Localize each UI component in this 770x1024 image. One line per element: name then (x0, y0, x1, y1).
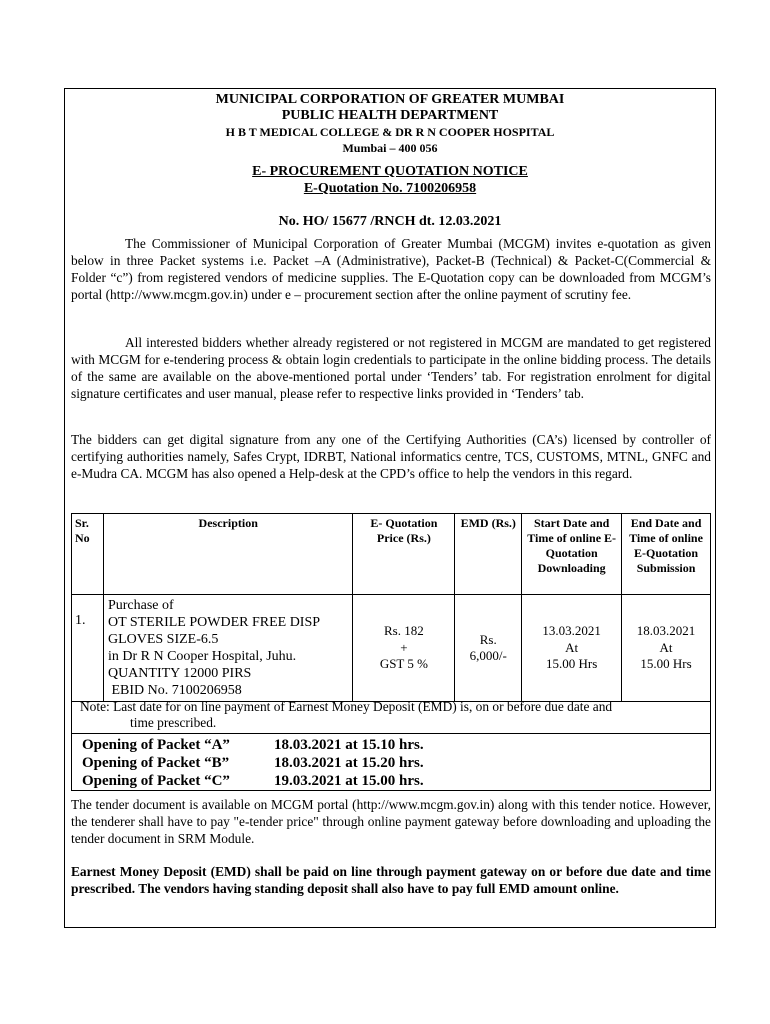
opening-value: 19.03.2021 at 15.00 hrs. (274, 773, 424, 789)
opening-value: 18.03.2021 at 15.10 hrs. (274, 737, 424, 753)
row-description (103, 595, 353, 702)
header-start-date: Start Date and Time of online E-Quotation Downloading (522, 514, 622, 595)
opening-label: Opening of Packet “C” (82, 773, 230, 789)
notice-title: E- PROCUREMENT QUOTATION NOTICE (252, 164, 528, 179)
paragraph-digital-signature: The bidders can get digital signature from any one of the Certifying Authorities (CA’s) licensed by controller of certifying authorities namely, Safes Crypt, IDRBT, National informatics centre, TCS, CUSTOMS, MTNL, GNFC and e-Mudra CA. MCGM has also opened a Help-desk at the CPD’s office to help the vendors in this regard. (71, 432, 711, 481)
note-line-2: time prescribed. (130, 715, 217, 730)
opening-label: Opening of Packet “A” (82, 737, 230, 753)
table-row (72, 595, 711, 702)
row-price (353, 595, 455, 702)
emd-note (71, 699, 711, 734)
header-address: Mumbai – 400 056 (342, 141, 438, 155)
price-line: + (400, 639, 408, 655)
paragraph-registration: All interested bidders whether already registered or not registered in MCGM are mandated to get registered with MCGM for e-tendering process & obtain login credentials to participate in the online bidding process. The details of the same are available on the above-mentioned portal under ‘Tenders’ tab. For registration enrolment for digital signature certificates and user manual, please refer to respective links provided in ‘Tenders’ tab. (71, 335, 711, 401)
row-start-date (522, 595, 622, 702)
price-line: Rs. 182 (384, 623, 424, 639)
row-sr-no: 1. (72, 595, 104, 702)
header-hospital: H B T MEDICAL COLLEGE & DR R N COOPER HOSPITAL (225, 125, 555, 139)
price-line: GST 5 % (379, 656, 428, 672)
quotation-number: E-Quotation No. 7100206958 (303, 181, 477, 196)
emd-line: 6,000/- (469, 648, 507, 663)
header-description: Description (103, 514, 353, 595)
note-line-1: Note: Last date for on line payment of Earnest Money Deposit (EMD) is, on or before due date and (80, 699, 613, 714)
opening-value: 18.03.2021 at 15.20 hrs. (274, 755, 424, 771)
end-line: 18.03.2021 (636, 623, 696, 639)
desc-line: in Dr R N Cooper Hospital, Juhu. (107, 649, 297, 664)
desc-line: Purchase of (107, 598, 174, 613)
opening-packet-a (72, 736, 710, 754)
reference-number: No. HO/ 15677 /RNCH dt. 12.03.2021 (278, 214, 502, 229)
paragraph-tender-document: The tender document is available on MCGM portal (http://www.mcgm.gov.in) along with this tender notice. However, the tenderer shall have to pay "e-tender price" through online payment gateway before downloading and uploading the tender document in SRM Module. (71, 797, 711, 846)
header-end-date: End Date and Time of online E-Quotation Submission (622, 514, 711, 595)
notice-page (64, 88, 716, 928)
opening-label: Opening of Packet “B” (82, 755, 230, 771)
paragraph-invitation: The Commissioner of Municipal Corporation of Greater Mumbai (MCGM) invites e-quotation as given below in three Packet systems i.e. Packet –A (Administrative), Packet-B (Technical) & Packet-C(Commercial & Folder “c”) from registered vendors of medicine supplies. The E-Quotation copy can be downloaded from MCGM’s portal (http://www.mcgm.gov.in) under e – procurement section after the online payment of scrutiny fee. (71, 236, 711, 302)
end-line: At (659, 639, 673, 655)
start-line: 13.03.2021 (542, 623, 601, 639)
row-emd (455, 595, 522, 702)
table-header-row (72, 514, 711, 595)
header-department: PUBLIC HEALTH DEPARTMENT (281, 108, 499, 123)
opening-packet-c (72, 772, 710, 790)
emd-line: Rs. (479, 631, 497, 647)
start-line: At (565, 639, 579, 655)
header-price: E- Quotation Price (Rs.) (353, 514, 455, 595)
header-sr-no: Sr. No (72, 514, 104, 595)
end-line: 15.00 Hrs (640, 656, 692, 672)
opening-packet-b (72, 754, 710, 772)
start-line: 15.00 Hrs (545, 656, 598, 672)
header-emd: EMD (Rs.) (455, 514, 522, 595)
packet-openings (71, 734, 711, 791)
paragraph-emd: Earnest Money Deposit (EMD) shall be paid on line through payment gateway on or before due date and time prescribed. The vendors having standing deposit shall also have to pay full EMD amount online. (71, 864, 711, 896)
header-corporation: MUNICIPAL CORPORATION OF GREATER MUMBAI (215, 92, 565, 107)
quotation-table (71, 513, 711, 702)
desc-line: OT STERILE POWDER FREE DISP GLOVES SIZE-6.5 (107, 615, 320, 647)
row-end-date (622, 595, 711, 702)
desc-line: QUANTITY 12000 PIRS (107, 666, 252, 681)
desc-line: EBID No. 7100206958 (107, 683, 242, 698)
